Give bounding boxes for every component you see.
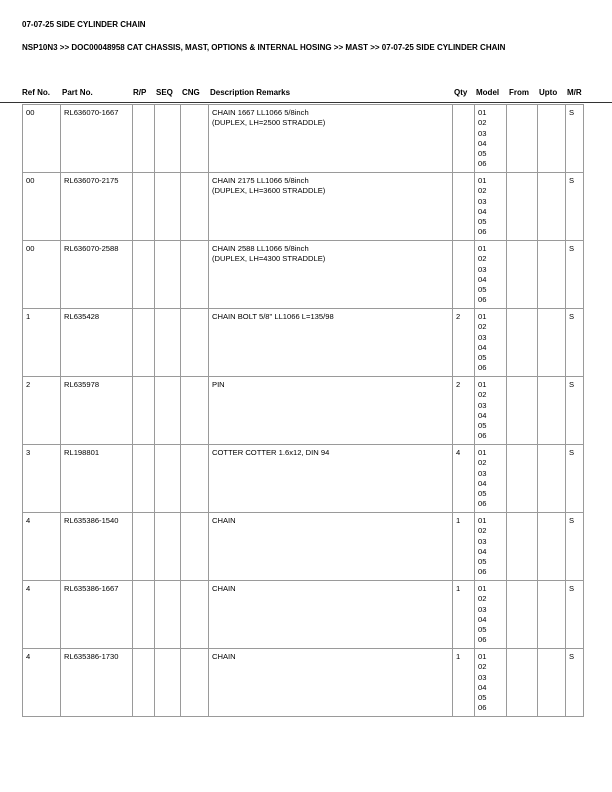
description-line: CHAIN 2588 LL1066 5/8inch (212, 244, 309, 253)
model-code: 04 (478, 546, 487, 556)
model-code: 02 (478, 118, 487, 128)
model-code: 03 (478, 604, 487, 614)
model-code: 03 (478, 672, 487, 682)
table-row (23, 513, 584, 581)
table-row (23, 445, 584, 513)
cell-rp (133, 649, 155, 717)
cell-upto (538, 241, 566, 309)
cell-rp (133, 513, 155, 581)
model-code: 05 (478, 625, 487, 635)
model-code: 03 (478, 196, 487, 206)
cell-part-no: RL635978 (61, 377, 133, 445)
cell-seq (155, 581, 181, 649)
cell-rp (133, 241, 155, 309)
cell-model (475, 649, 507, 717)
description-line: CHAIN BOLT 5/8" LL1066 L=135/98 (212, 312, 334, 321)
cell-description (209, 377, 453, 445)
cell-qty: 2 (453, 309, 475, 377)
cell-from (507, 377, 538, 445)
cell-part-no: RL635386-1540 (61, 513, 133, 581)
cell-model (475, 105, 507, 173)
cell-ref-no: 2 (23, 377, 61, 445)
cell-qty: 1 (453, 649, 475, 717)
model-code: 05 (478, 285, 487, 295)
header-cng: CNG (182, 88, 200, 97)
model-code: 02 (478, 390, 487, 400)
header-qty: Qty (454, 88, 468, 97)
cell-cng (181, 241, 209, 309)
cell-mr: S (566, 309, 584, 377)
cell-cng (181, 173, 209, 241)
cell-description (209, 513, 453, 581)
cell-part-no: RL635386-1730 (61, 649, 133, 717)
cell-qty: 4 (453, 445, 475, 513)
cell-qty (453, 241, 475, 309)
model-code: 01 (478, 584, 487, 593)
table-row (23, 649, 584, 717)
cell-upto (538, 445, 566, 513)
cell-upto (538, 105, 566, 173)
cell-seq (155, 445, 181, 513)
model-code: 06 (478, 499, 487, 509)
cell-mr: S (566, 513, 584, 581)
cell-mr: S (566, 241, 584, 309)
parts-table (22, 104, 584, 717)
cell-ref-no: 4 (23, 649, 61, 717)
model-code: 03 (478, 128, 487, 138)
cell-from (507, 309, 538, 377)
cell-cng (181, 309, 209, 377)
description-line: PIN (212, 380, 225, 389)
model-code: 02 (478, 254, 487, 264)
cell-rp (133, 445, 155, 513)
cell-description (209, 581, 453, 649)
cell-part-no: RL198801 (61, 445, 133, 513)
cell-part-no: RL636070-2588 (61, 241, 133, 309)
model-code: 01 (478, 652, 487, 661)
model-code: 06 (478, 295, 487, 305)
cell-description (209, 445, 453, 513)
cell-ref-no: 4 (23, 513, 61, 581)
cell-seq (155, 105, 181, 173)
cell-model (475, 173, 507, 241)
cell-seq (155, 377, 181, 445)
remarks-line: (DUPLEX, LH=3600 STRADDLE) (212, 186, 326, 196)
model-code: 03 (478, 400, 487, 410)
model-code: 04 (478, 478, 487, 488)
header-ref-no: Ref No. (22, 88, 50, 97)
model-code: 02 (478, 526, 487, 536)
cell-description (209, 105, 453, 173)
cell-upto (538, 649, 566, 717)
cell-seq (155, 513, 181, 581)
model-code: 02 (478, 186, 487, 196)
cell-part-no: RL636070-1667 (61, 105, 133, 173)
model-code: 02 (478, 322, 487, 332)
cell-description (209, 649, 453, 717)
model-code: 06 (478, 227, 487, 237)
model-code: 06 (478, 363, 487, 373)
description-line: CHAIN (212, 516, 236, 525)
description-line: CHAIN (212, 584, 236, 593)
header-description: Description Remarks (210, 88, 291, 97)
cell-mr: S (566, 377, 584, 445)
cell-seq (155, 649, 181, 717)
model-code: 04 (478, 614, 487, 624)
model-code: 06 (478, 703, 487, 713)
remarks-line: (DUPLEX, LH=4300 STRADDLE) (212, 254, 326, 264)
cell-ref-no: 3 (23, 445, 61, 513)
table-row (23, 173, 584, 241)
cell-upto (538, 581, 566, 649)
cell-cng (181, 581, 209, 649)
table-header (0, 88, 612, 102)
model-code: 01 (478, 516, 487, 525)
page-title: 07-07-25 SIDE CYLINDER CHAIN (22, 20, 146, 29)
header-model: Model (476, 88, 500, 97)
cell-upto (538, 309, 566, 377)
cell-from (507, 105, 538, 173)
cell-upto (538, 377, 566, 445)
cell-seq (155, 173, 181, 241)
model-code: 02 (478, 662, 487, 672)
cell-ref-no: 1 (23, 309, 61, 377)
model-code: 04 (478, 682, 487, 692)
cell-from (507, 649, 538, 717)
model-code: 01 (478, 448, 487, 457)
description-line: COTTER COTTER 1.6x12, DIN 94 (212, 448, 330, 457)
cell-model (475, 445, 507, 513)
cell-qty: 1 (453, 581, 475, 649)
cell-qty (453, 105, 475, 173)
model-code: 06 (478, 159, 487, 169)
header-seq: SEQ (156, 88, 173, 97)
model-code: 03 (478, 332, 487, 342)
header-rp: R/P (133, 88, 147, 97)
cell-rp (133, 377, 155, 445)
cell-part-no: RL635386-1667 (61, 581, 133, 649)
breadcrumb: NSP10N3 >> DOC00048958 CAT CHASSIS, MAST, OPTIONS & INTERNAL HOSING >> MAST >> 07-07-25 SIDE CYLINDER CHAIN (22, 43, 506, 52)
model-code: 03 (478, 536, 487, 546)
cell-ref-no: 4 (23, 581, 61, 649)
model-code: 03 (478, 264, 487, 274)
model-code: 02 (478, 594, 487, 604)
cell-cng (181, 445, 209, 513)
cell-ref-no: 00 (23, 241, 61, 309)
cell-mr: S (566, 445, 584, 513)
cell-qty: 2 (453, 377, 475, 445)
model-code: 03 (478, 468, 487, 478)
model-code: 05 (478, 421, 487, 431)
table-row (23, 241, 584, 309)
description-line: CHAIN 1667 LL1066 5/8inch (212, 108, 309, 117)
cell-upto (538, 513, 566, 581)
header-upto: Upto (539, 88, 558, 97)
model-code: 02 (478, 458, 487, 468)
cell-mr: S (566, 581, 584, 649)
cell-upto (538, 173, 566, 241)
cell-part-no: RL636070-2175 (61, 173, 133, 241)
model-code: 04 (478, 206, 487, 216)
remarks-line: (DUPLEX, LH=2500 STRADDLE) (212, 118, 326, 128)
cell-model (475, 309, 507, 377)
model-code: 04 (478, 138, 487, 148)
model-code: 01 (478, 244, 487, 253)
header-divider (0, 102, 612, 103)
cell-rp (133, 105, 155, 173)
model-code: 05 (478, 217, 487, 227)
model-code: 05 (478, 557, 487, 567)
cell-model (475, 581, 507, 649)
model-code: 05 (478, 693, 487, 703)
model-code: 05 (478, 149, 487, 159)
table-row (23, 581, 584, 649)
header-mr: M/R (567, 88, 582, 97)
cell-mr: S (566, 173, 584, 241)
cell-model (475, 513, 507, 581)
cell-from (507, 513, 538, 581)
table-row (23, 105, 584, 173)
model-code: 04 (478, 410, 487, 420)
header-from: From (509, 88, 529, 97)
cell-part-no: RL635428 (61, 309, 133, 377)
cell-ref-no: 00 (23, 105, 61, 173)
cell-from (507, 241, 538, 309)
cell-from (507, 581, 538, 649)
cell-qty (453, 173, 475, 241)
cell-seq (155, 309, 181, 377)
cell-description (209, 241, 453, 309)
model-code: 01 (478, 312, 487, 321)
cell-qty: 1 (453, 513, 475, 581)
model-code: 05 (478, 353, 487, 363)
cell-rp (133, 173, 155, 241)
model-code: 04 (478, 274, 487, 284)
header-part-no: Part No. (62, 88, 93, 97)
cell-rp (133, 309, 155, 377)
model-code: 05 (478, 489, 487, 499)
cell-ref-no: 00 (23, 173, 61, 241)
description-line: CHAIN 2175 LL1066 5/8inch (212, 176, 309, 185)
cell-description (209, 309, 453, 377)
cell-mr: S (566, 649, 584, 717)
cell-cng (181, 105, 209, 173)
cell-from (507, 173, 538, 241)
model-code: 06 (478, 431, 487, 441)
cell-cng (181, 513, 209, 581)
model-code: 04 (478, 342, 487, 352)
cell-cng (181, 649, 209, 717)
table-row (23, 309, 584, 377)
cell-mr: S (566, 105, 584, 173)
model-code: 01 (478, 176, 487, 185)
cell-model (475, 241, 507, 309)
model-code: 06 (478, 567, 487, 577)
cell-model (475, 377, 507, 445)
cell-from (507, 445, 538, 513)
description-line: CHAIN (212, 652, 236, 661)
model-code: 01 (478, 380, 487, 389)
cell-rp (133, 581, 155, 649)
cell-description (209, 173, 453, 241)
table-row (23, 377, 584, 445)
cell-seq (155, 241, 181, 309)
cell-cng (181, 377, 209, 445)
model-code: 01 (478, 108, 487, 117)
model-code: 06 (478, 635, 487, 645)
